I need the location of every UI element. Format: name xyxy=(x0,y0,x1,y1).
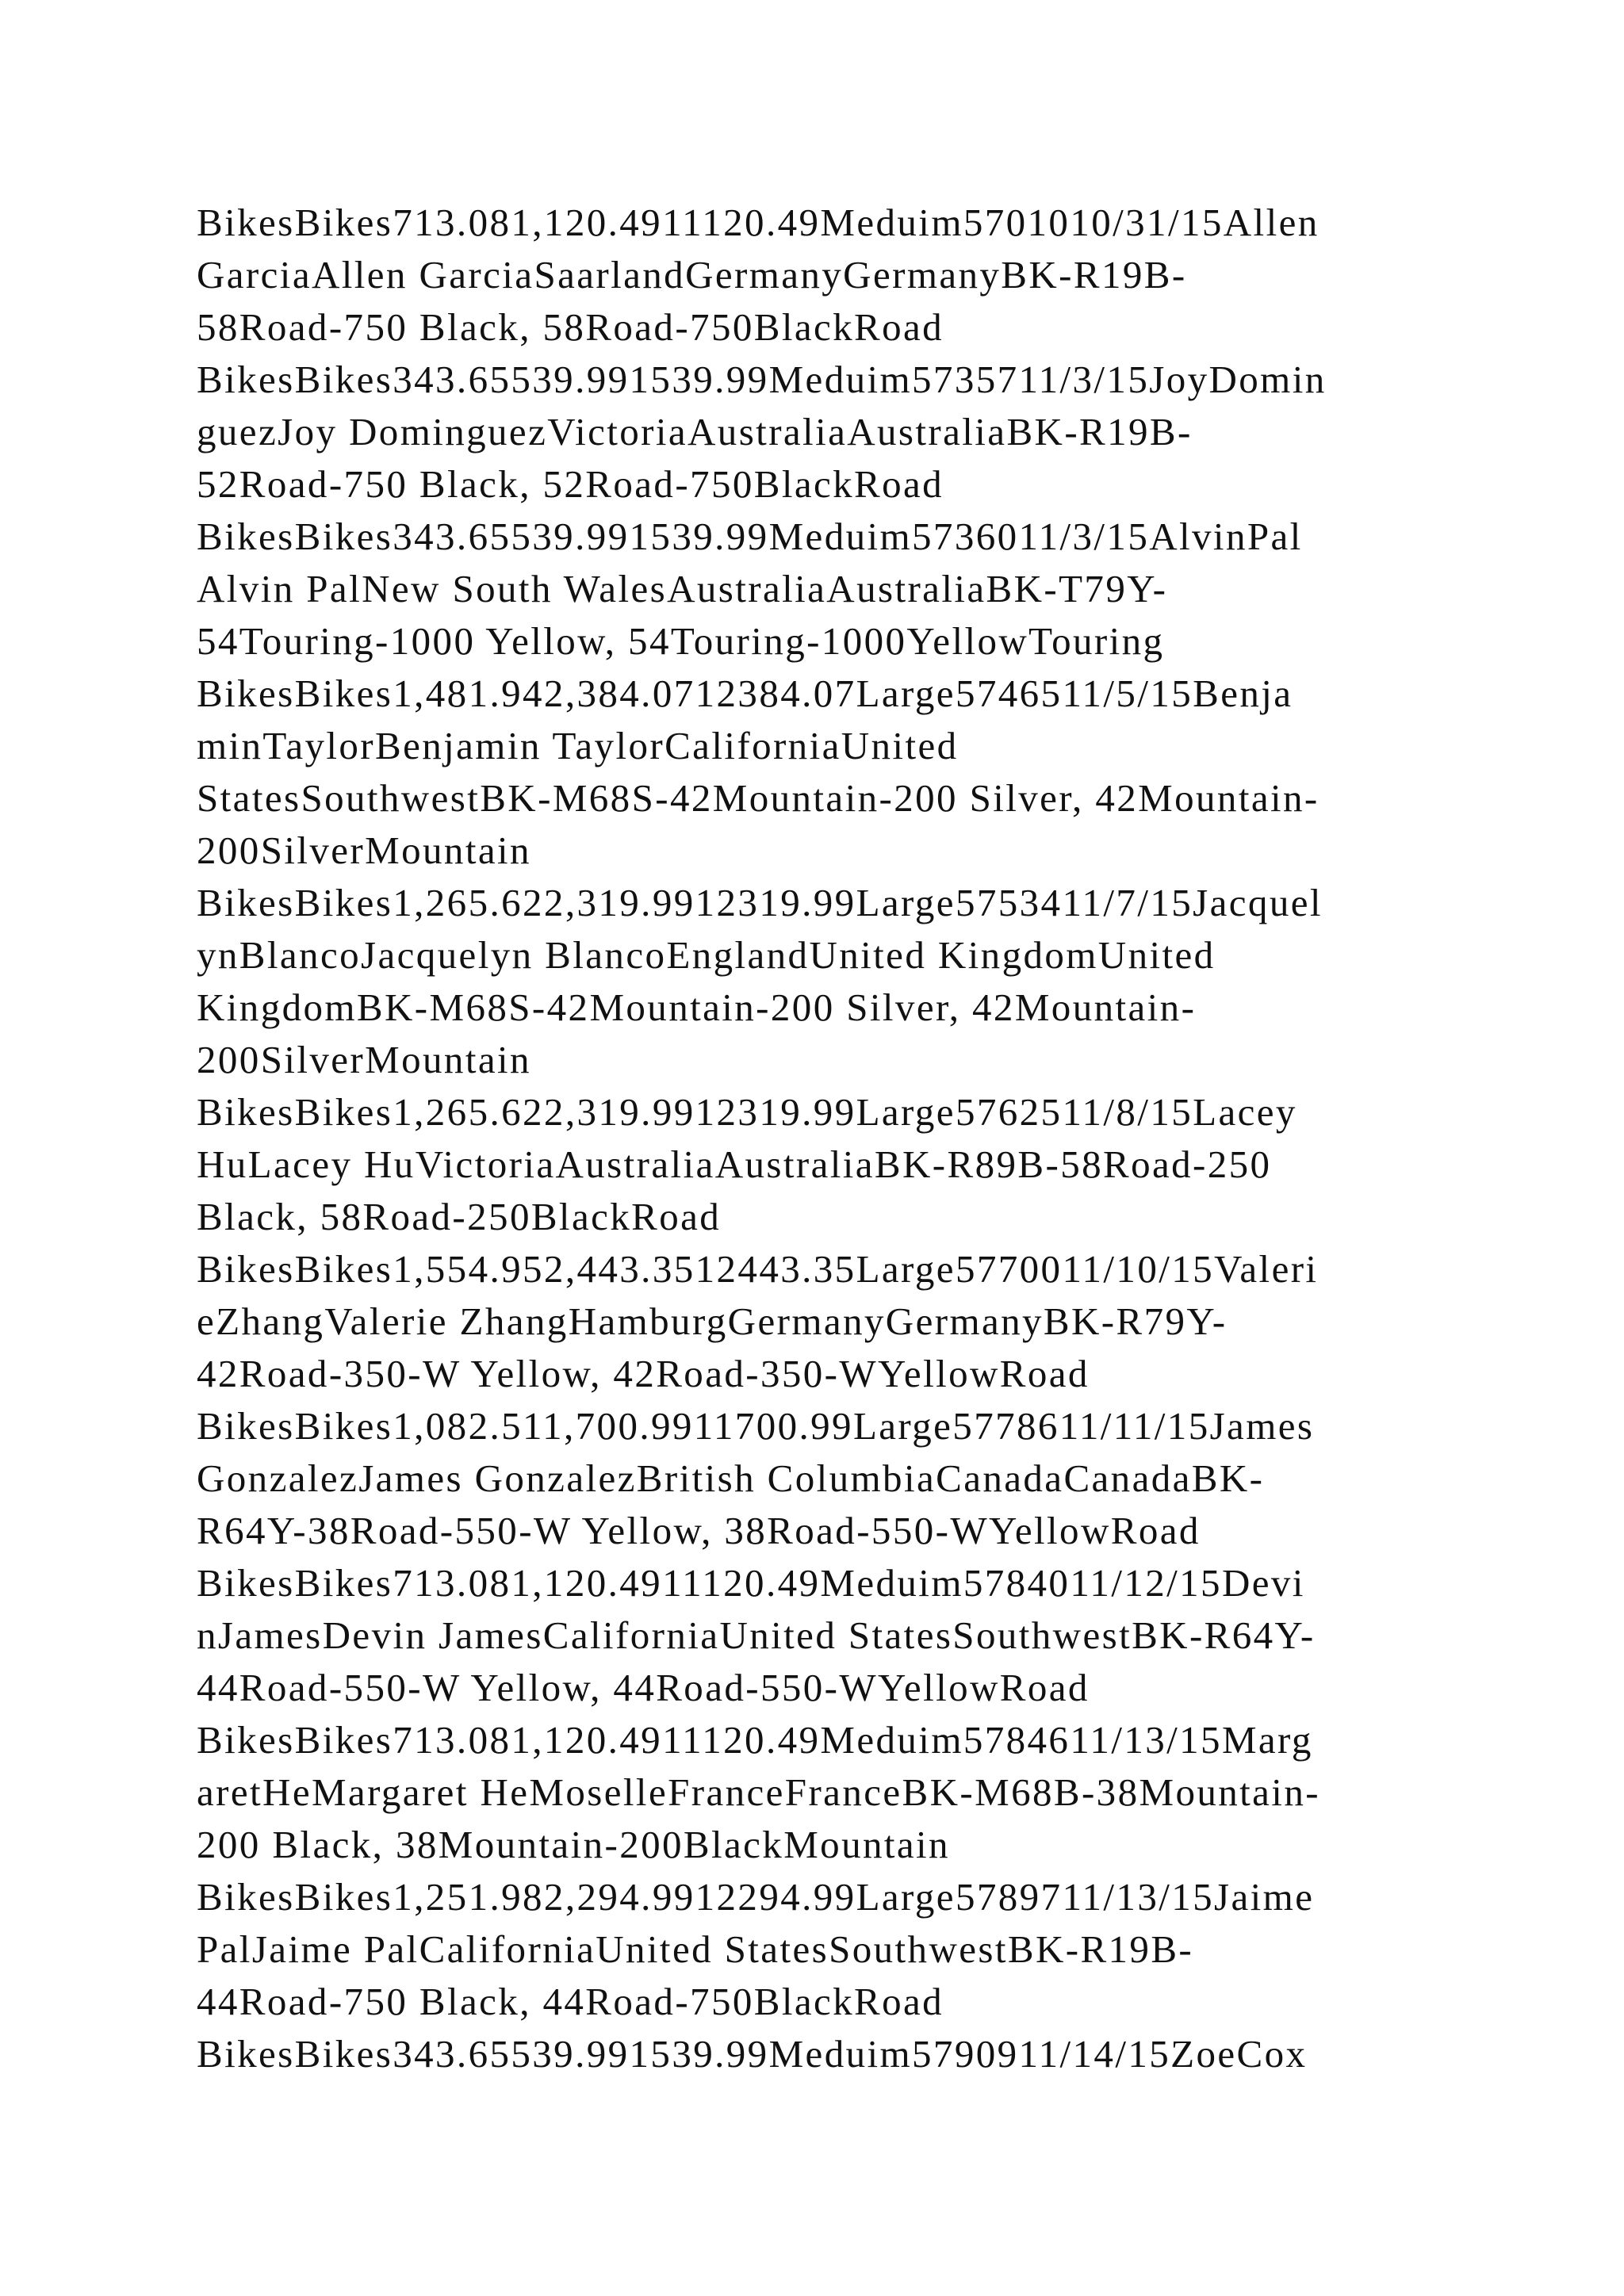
text-line: BikesBikes713.081,120.4911120.49Meduim5784611/13/15Marg xyxy=(197,1718,1313,1762)
text-line: ynBlancoJacquelyn BlancoEnglandUnited KingdomUnited xyxy=(197,933,1216,977)
text-line: GarciaAllen GarciaSaarlandGermanyGermanyBK-R19B- xyxy=(197,253,1187,297)
text-line: Alvin PalNew South WalesAustraliaAustraliaBK-T79Y- xyxy=(197,567,1168,610)
text-line: BikesBikes1,251.982,294.9912294.99Large5789711/13/15Jaime xyxy=(197,1875,1315,1919)
text-line: BikesBikes343.65539.991539.99Meduim5735711/3/15JoyDomin xyxy=(197,358,1327,401)
text-line: BikesBikes713.081,120.4911120.49Meduim5784011/12/15Devi xyxy=(197,1561,1305,1605)
text-line: BikesBikes1,554.952,443.3512443.35Large5770011/10/15Valeri xyxy=(197,1247,1319,1291)
text-line: BikesBikes343.65539.991539.99Meduim5790911/14/15ZoeCox xyxy=(197,2032,1308,2076)
text-line: guezJoy DominguezVictoriaAustraliaAustraliaBK-R19B- xyxy=(197,410,1193,453)
document-body-text xyxy=(197,197,1450,2080)
text-line: 52Road-750 Black, 52Road-750BlackRoad xyxy=(197,462,944,506)
text-line: R64Y-38Road-550-W Yellow, 38Road-550-WYellowRoad xyxy=(197,1509,1201,1552)
text-line: BikesBikes1,265.622,319.9912319.99Large5762511/8/15Lacey xyxy=(197,1090,1297,1134)
text-line: GonzalezJames GonzalezBritish ColumbiaCanadaCanadaBK- xyxy=(197,1456,1265,1500)
text-line: 58Road-750 Black, 58Road-750BlackRoad xyxy=(197,305,944,349)
text-line: 200SilverMountain xyxy=(197,1038,531,1081)
text-line: 54Touring-1000 Yellow, 54Touring-1000YellowTouring xyxy=(197,619,1165,663)
text-line: 44Road-550-W Yellow, 44Road-550-WYellowRoad xyxy=(197,1666,1090,1709)
text-line: PalJaime PalCaliforniaUnited StatesSouthwestBK-R19B- xyxy=(197,1927,1194,1971)
text-line: Black, 58Road-250BlackRoad xyxy=(197,1195,722,1238)
text-line: minTaylorBenjamin TaylorCaliforniaUnited xyxy=(197,724,959,767)
text-line: 42Road-350-W Yellow, 42Road-350-WYellowRoad xyxy=(197,1352,1090,1395)
text-line: BikesBikes1,082.511,700.9911700.99Large5778611/11/15James xyxy=(197,1404,1315,1448)
text-line: BikesBikes1,265.622,319.9912319.99Large5753411/7/15Jacquel xyxy=(197,881,1323,924)
text-line: 44Road-750 Black, 44Road-750BlackRoad xyxy=(197,1980,944,2023)
text-line: nJamesDevin JamesCaliforniaUnited StatesSouthwestBK-R64Y- xyxy=(197,1613,1316,1657)
text-line: BikesBikes343.65539.991539.99Meduim5736011/3/15AlvinPal xyxy=(197,515,1303,558)
text-line: KingdomBK-M68S-42Mountain-200 Silver, 42Mountain- xyxy=(197,985,1197,1029)
text-line: eZhangValerie ZhangHamburgGermanyGermanyBK-R79Y- xyxy=(197,1299,1228,1343)
text-line: StatesSouthwestBK-M68S-42Mountain-200 Silver, 42Mountain- xyxy=(197,776,1320,820)
text-line: 200 Black, 38Mountain-200BlackMountain xyxy=(197,1823,950,1866)
text-line: BikesBikes1,481.942,384.0712384.07Large5746511/5/15Benja xyxy=(197,672,1293,715)
text-line: 200SilverMountain xyxy=(197,828,531,872)
text-line: aretHeMargaret HeMoselleFranceFranceBK-M68B-38Mountain- xyxy=(197,1770,1320,1814)
text-line: BikesBikes713.081,120.4911120.49Meduim5701010/31/15Allen xyxy=(197,201,1320,244)
text-line: HuLacey HuVictoriaAustraliaAustraliaBK-R89B-58Road-250 xyxy=(197,1142,1272,1186)
